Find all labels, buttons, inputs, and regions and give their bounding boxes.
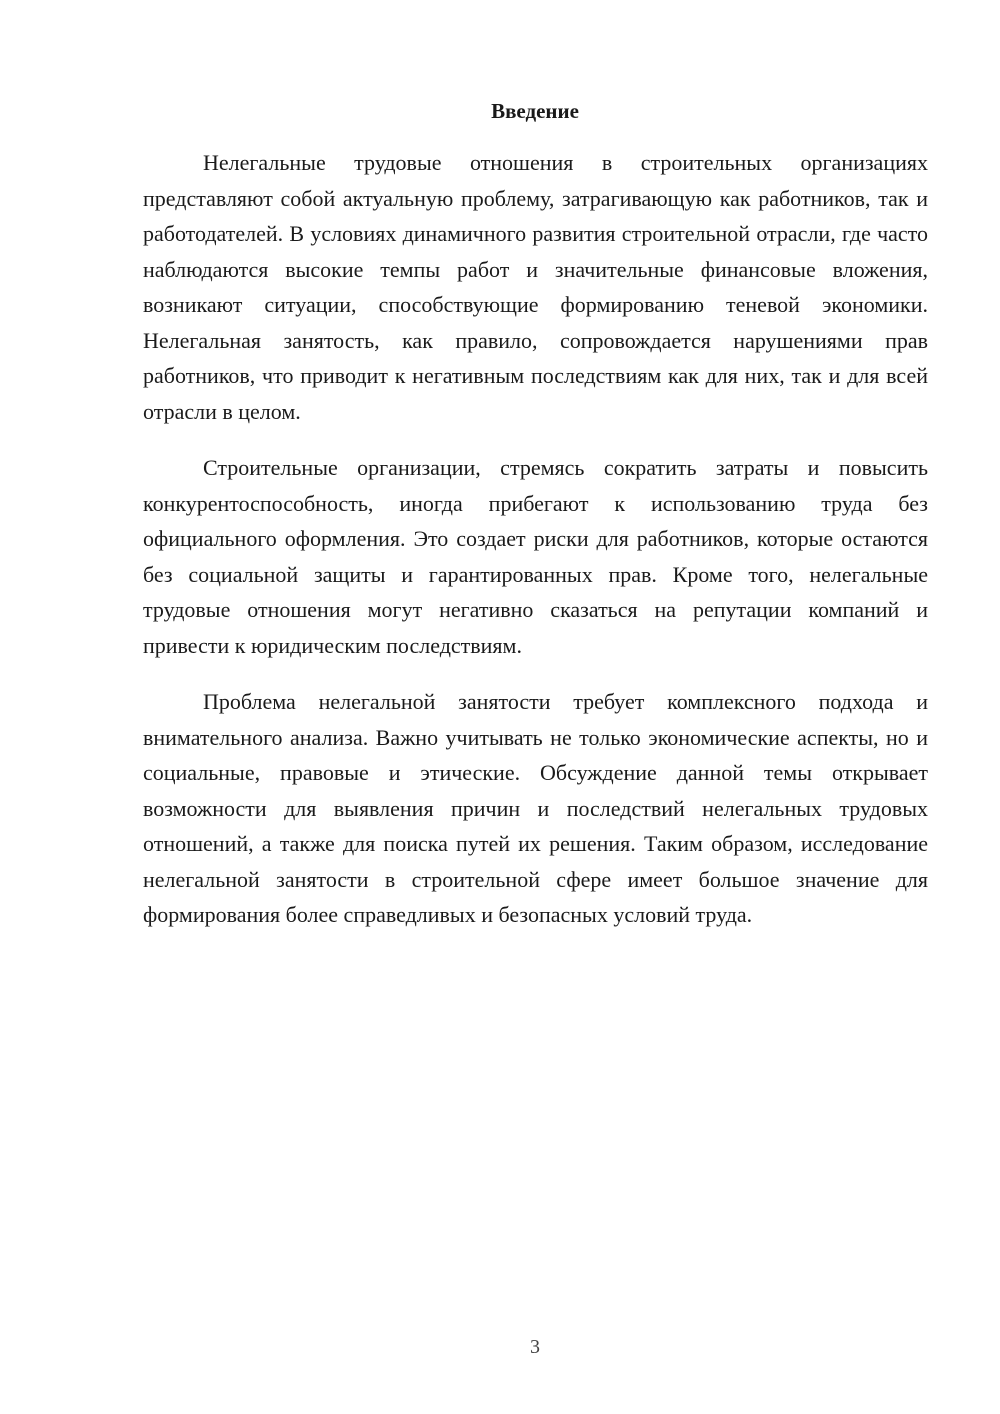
paragraph-3: Проблема нелегальной занятости требует комплексного подхода и внимательного анализа. Важно учитывать не только экономические аспекты, но и социальные, правовые и этические. Обсуждение данной темы открывает возможности для выявления причин и последствий нелегальных трудовых отношений, а также для поиска путей их решения. Таким образом, исследование нелегальной занятости в строительной сфере имеет большое значение для формирования более справедливых и безопасных условий труда. xyxy=(143,689,928,927)
page-number: 3 xyxy=(530,1336,540,1358)
paragraph-2: Строительные организации, стремясь сократить затраты и повысить конкурентоспособность, иногда прибегают к использованию труда без официального оформления. Это создает риски для работников, которые остаются без социальной защиты и гарантированных прав. Кроме того, нелегальные трудовые отношения могут негативно сказаться на репутации компаний и привести к юридическим последствиям. xyxy=(143,455,928,658)
body-text xyxy=(143,145,928,933)
paragraph-1: Нелегальные трудовые отношения в строительных организациях представляют собой актуальную проблему, затрагивающую как работников, так и работодателей. В условиях динамичного развития строительной отрасли, где часто наблюдаются высокие темпы работ и значительные финансовые вложения, возникают ситуации, способствующие формированию теневой экономики. Нелегальная занятость, как правило, сопровождается нарушениями прав работников, что приводит к негативным последствиям как для них, так и для всей отрасли в целом. xyxy=(143,150,928,424)
section-title: Введение xyxy=(491,99,579,123)
